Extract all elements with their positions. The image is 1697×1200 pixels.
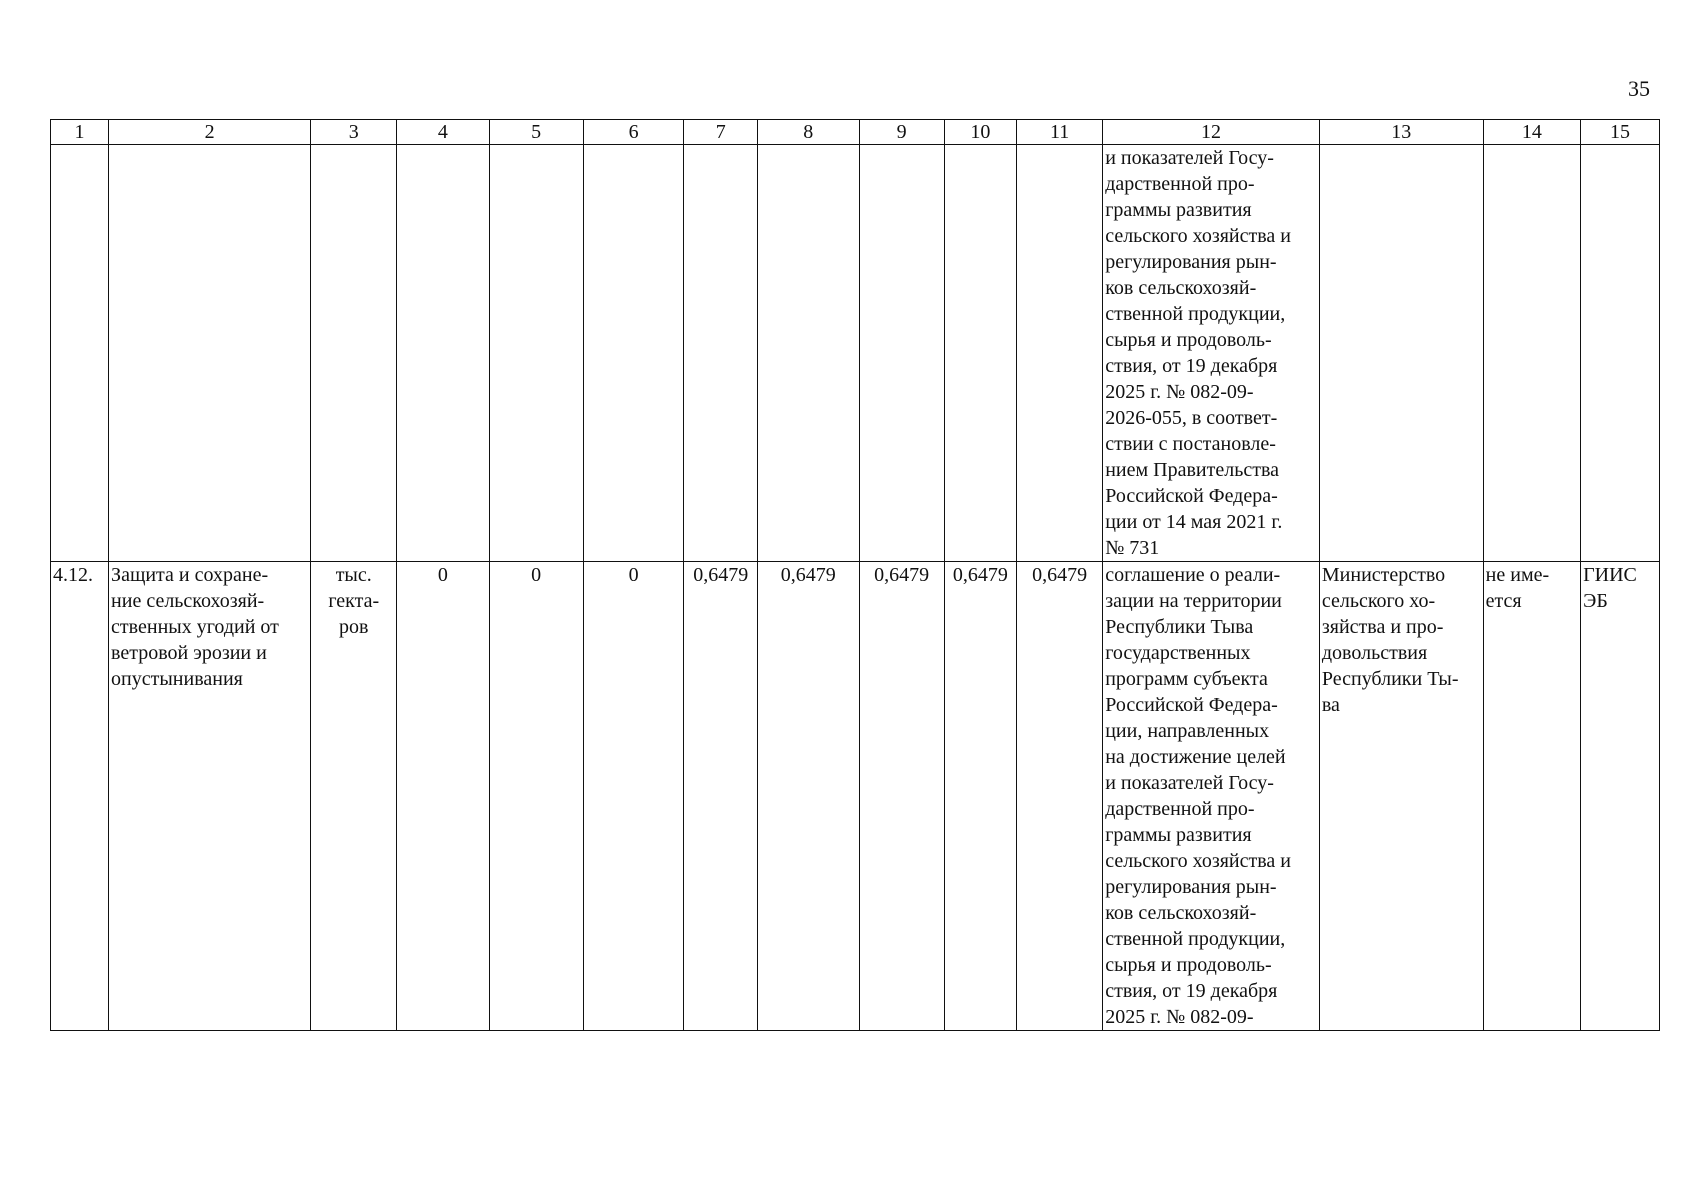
cell-unit: [311, 145, 397, 562]
cell-value: [397, 145, 489, 562]
cell-value: 0,6479: [684, 562, 758, 1031]
cell-value: 0: [583, 562, 684, 1031]
column-number: 15: [1581, 120, 1660, 145]
cell-value: 0,6479: [1017, 562, 1103, 1031]
cell-value: 0,6479: [944, 562, 1017, 1031]
cell-value: [684, 145, 758, 562]
table-row: [51, 145, 1660, 562]
cell-unit: тыс. гекта- ров: [311, 562, 397, 1031]
column-number: 13: [1319, 120, 1483, 145]
column-number: 2: [109, 120, 311, 145]
cell-name: Защита и сохране- ние сельскохозяй- ственных угодий от ветровой эрозии и опустынивания: [109, 562, 311, 1031]
column-number: 3: [311, 120, 397, 145]
cell-number: 4.12.: [51, 562, 109, 1031]
column-number: 7: [684, 120, 758, 145]
column-number: 14: [1483, 120, 1580, 145]
cell-system: ГИИС ЭБ: [1581, 562, 1660, 1031]
cell-value: [1017, 145, 1103, 562]
cell-responsible: Министерство сельского хо- зяйства и про- довольствия Республики Ты- ва: [1319, 562, 1483, 1031]
column-number-row: [51, 120, 1660, 145]
cell-status: не име- ется: [1483, 562, 1580, 1031]
cell-document: соглашение о реали- зации на территории Республики Тыва государственных программ субъекта Российской Федера- ции, направленных на достижение целей и показателей Госу- дарственной про- граммы развития сельского хозяйства и регулирования рын- ков сельскохозяй- ственной продукции, сырья и продоволь- ствия, от 19 декабря 2025 г. № 082-09-: [1103, 562, 1320, 1031]
cell-system: [1581, 145, 1660, 562]
column-number: 9: [859, 120, 944, 145]
cell-number: [51, 145, 109, 562]
cell-value: [859, 145, 944, 562]
cell-value: [944, 145, 1017, 562]
column-number: 12: [1103, 120, 1320, 145]
column-number: 10: [944, 120, 1017, 145]
column-number: 4: [397, 120, 489, 145]
cell-name: [109, 145, 311, 562]
cell-value: [489, 145, 583, 562]
cell-responsible: [1319, 145, 1483, 562]
cell-value: 0,6479: [859, 562, 944, 1031]
column-number: 8: [758, 120, 860, 145]
cell-value: 0: [397, 562, 489, 1031]
column-number: 5: [489, 120, 583, 145]
table-row: [51, 562, 1660, 1031]
column-number: 11: [1017, 120, 1103, 145]
cell-value: 0,6479: [758, 562, 860, 1031]
cell-status: [1483, 145, 1580, 562]
document-table: [50, 119, 1660, 1031]
page-number: 35: [1628, 76, 1650, 101]
cell-value: [583, 145, 684, 562]
cell-value: 0: [489, 562, 583, 1031]
column-number: 1: [51, 120, 109, 145]
column-number: 6: [583, 120, 684, 145]
cell-value: [758, 145, 860, 562]
cell-document: и показателей Госу- дарственной про- граммы развития сельского хозяйства и регулирования рын- ков сельскохозяй- ственной продукции, сырья и продоволь- ствия, от 19 декабря 2025 г. № 082-09- 2026-055, в соответ- ствии с постановле- нием Правительства Российской Федера- ции от 14 мая 2021 г. № 731: [1103, 145, 1320, 562]
